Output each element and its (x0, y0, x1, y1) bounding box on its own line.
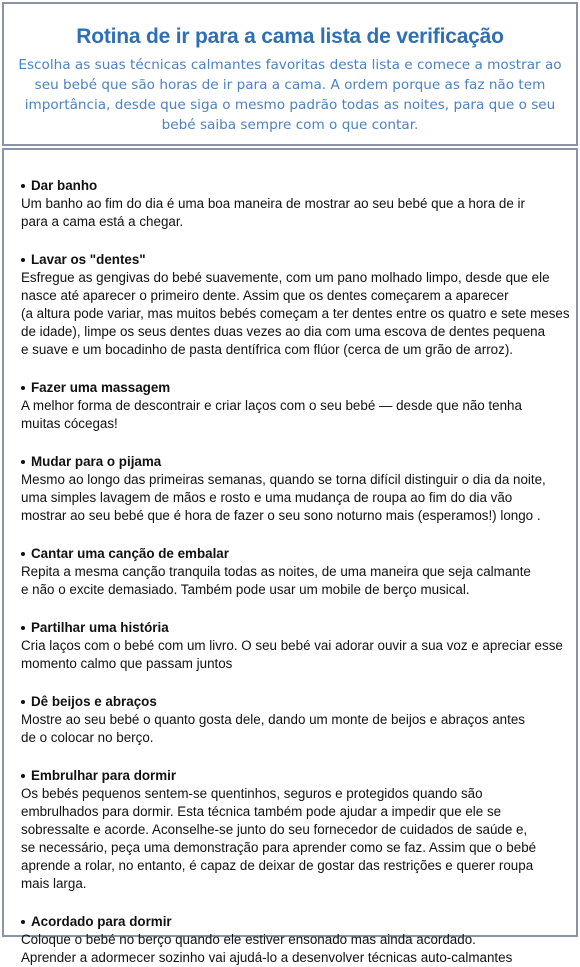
checklist-item-title-text: Cantar uma canção de embalar (31, 546, 229, 561)
description-line: embrulhados para dormir. Esta técnica também pode ajudar a impedir que ele se (21, 804, 502, 819)
intro-text: Escolha as suas técnicas calmantes favoritas desta lista e comece a mostrar ao seu bebé que são horas de ir para a cama. A ordem porque as faz não tem importância, desde que siga o mesmo padrão todas as noites, para que o seu bebé saiba sempre com o que contar. (18, 57, 562, 133)
description-line: A melhor forma de descontrair e criar laços com o seu bebé — desde que não tenha (21, 398, 522, 413)
checklist-item-title-text: Lavar os "dentes" (31, 252, 146, 267)
description-line: Mostre ao seu bebé o quanto gosta dele, dando um monte de beijos e abraços antes (21, 712, 525, 727)
checklist-item-description (21, 711, 566, 747)
checklist-item (21, 379, 566, 433)
checklist-item-description (21, 471, 566, 525)
checklist-item (21, 453, 566, 525)
page-title: Rotina de ir para a cama lista de verificação (76, 25, 504, 48)
header-box (2, 2, 578, 146)
checklist-item-description (21, 785, 566, 893)
checklist-item-title-text: Embrulhar para dormir (31, 768, 177, 783)
checklist-item-title (21, 453, 566, 471)
bullet-icon (21, 552, 25, 556)
description-line: muitas cócegas! (21, 416, 118, 431)
checklist-item-title (21, 379, 566, 397)
checklist-item-title (21, 545, 566, 563)
checklist-item-description (21, 637, 566, 673)
checklist-item-title-text: Fazer uma massagem (31, 380, 171, 395)
bullet-icon (21, 626, 25, 630)
description-line: Cria laços com o bebé com um livro. O seu bebé vai adorar ouvir a sua voz e apreciar esse (21, 638, 563, 653)
checklist-item-description (21, 397, 566, 433)
checklist-item-title-text: Acordado para dormir (31, 914, 172, 929)
checklist-item-title (21, 693, 566, 711)
checklist-item-title (21, 177, 566, 195)
description-line: e não o excite demasiado. Também pode usar um mobile de berço musical. (21, 582, 470, 597)
description-line: Os bebés pequenos sentem-se quentinhos, seguros e protegidos quando são (21, 786, 483, 801)
bullet-icon (21, 258, 25, 262)
description-line: sobressalte e acorde. Aconselhe-se junto do seu fornecedor de cuidados de saúde e, (21, 822, 528, 837)
bullet-icon (21, 386, 25, 390)
checklist-item (21, 913, 566, 967)
checklist-item-title-text: Dê beijos e abraços (31, 694, 157, 709)
bullet-icon (21, 184, 25, 188)
checklist-item-description (21, 195, 566, 231)
checklist-item (21, 767, 566, 893)
checklist-item (21, 693, 566, 747)
checklist-item-description (21, 563, 566, 599)
description-line: se necessário, peça uma demonstração para aprender como se faz. Assim que o bebé (21, 840, 537, 855)
checklist-items (21, 177, 570, 967)
checklist-item-description (21, 931, 566, 967)
checklist-item-title-text: Partilhar uma história (31, 620, 169, 635)
description-line: Coloque o bebé no berço quando ele estiver ensonado mas ainda acordado. (21, 932, 476, 947)
checklist-item-title (21, 913, 566, 931)
checklist-item (21, 619, 566, 673)
description-line: Um banho ao fim do dia é uma boa maneira de mostrar ao seu bebé que a hora de ir (21, 196, 525, 211)
checklist-item (21, 251, 570, 359)
checklist-item (21, 177, 566, 231)
bullet-icon (21, 700, 25, 704)
description-line: Mesmo ao longo das primeiras semanas, quando se torna difícil distinguir o dia da noite, (21, 472, 546, 487)
checklist-item-title (21, 251, 566, 269)
description-line: mais larga. (21, 876, 87, 891)
description-line: de o colocar no berço. (21, 730, 154, 745)
description-line: Repita a mesma canção tranquila todas as noites, de uma maneira que seja calmante (21, 564, 531, 579)
description-line: e suave e um bocadinho de pasta dentífrica com flúor (cerca de um grão de arroz). (21, 342, 513, 357)
bullet-icon (21, 460, 25, 464)
description-line: mostrar ao seu bebé que é hora de fazer o seu sono noturno mais (esperamos!) longo . (21, 508, 541, 523)
bullet-icon (21, 920, 25, 924)
description-line: de idade), limpe os seus dentes duas vezes ao dia com uma escova de dentes pequena (21, 324, 546, 339)
description-line: (a altura pode variar, mas muitos bebés começam a ter dentes entre os quatro e sete meses (21, 306, 570, 321)
description-line: nasce até aparecer o primeiro dente. Assim que os dentes começarem a aparecer (21, 288, 509, 303)
description-line: momento calmo que passam juntos (21, 656, 233, 671)
description-line: para a cama está a chegar. (21, 214, 184, 229)
description-line: aprende a rolar, no entanto, é capaz de deixar de gostar das restrições e querer roupa (21, 858, 534, 873)
checklist-item-title-text: Dar banho (31, 178, 98, 193)
description-line: Aprender a adormecer sozinho vai ajudá-lo a desenvolver técnicas auto-calmantes (21, 950, 513, 965)
checklist-item-title (21, 767, 566, 785)
bullet-icon (21, 774, 25, 778)
description-line: uma simples lavagem de mãos e rosto e uma mudança de roupa ao fim do dia vão (21, 490, 513, 505)
description-line: Esfregue as gengivas do bebé suavemente, com um pano molhado limpo, desde que ele (21, 270, 550, 285)
checklist-box (2, 148, 578, 965)
checklist-item (21, 545, 566, 599)
checklist-item-description (21, 269, 570, 359)
checklist-item-title (21, 619, 566, 637)
checklist-item-title-text: Mudar para o pijama (31, 454, 162, 469)
